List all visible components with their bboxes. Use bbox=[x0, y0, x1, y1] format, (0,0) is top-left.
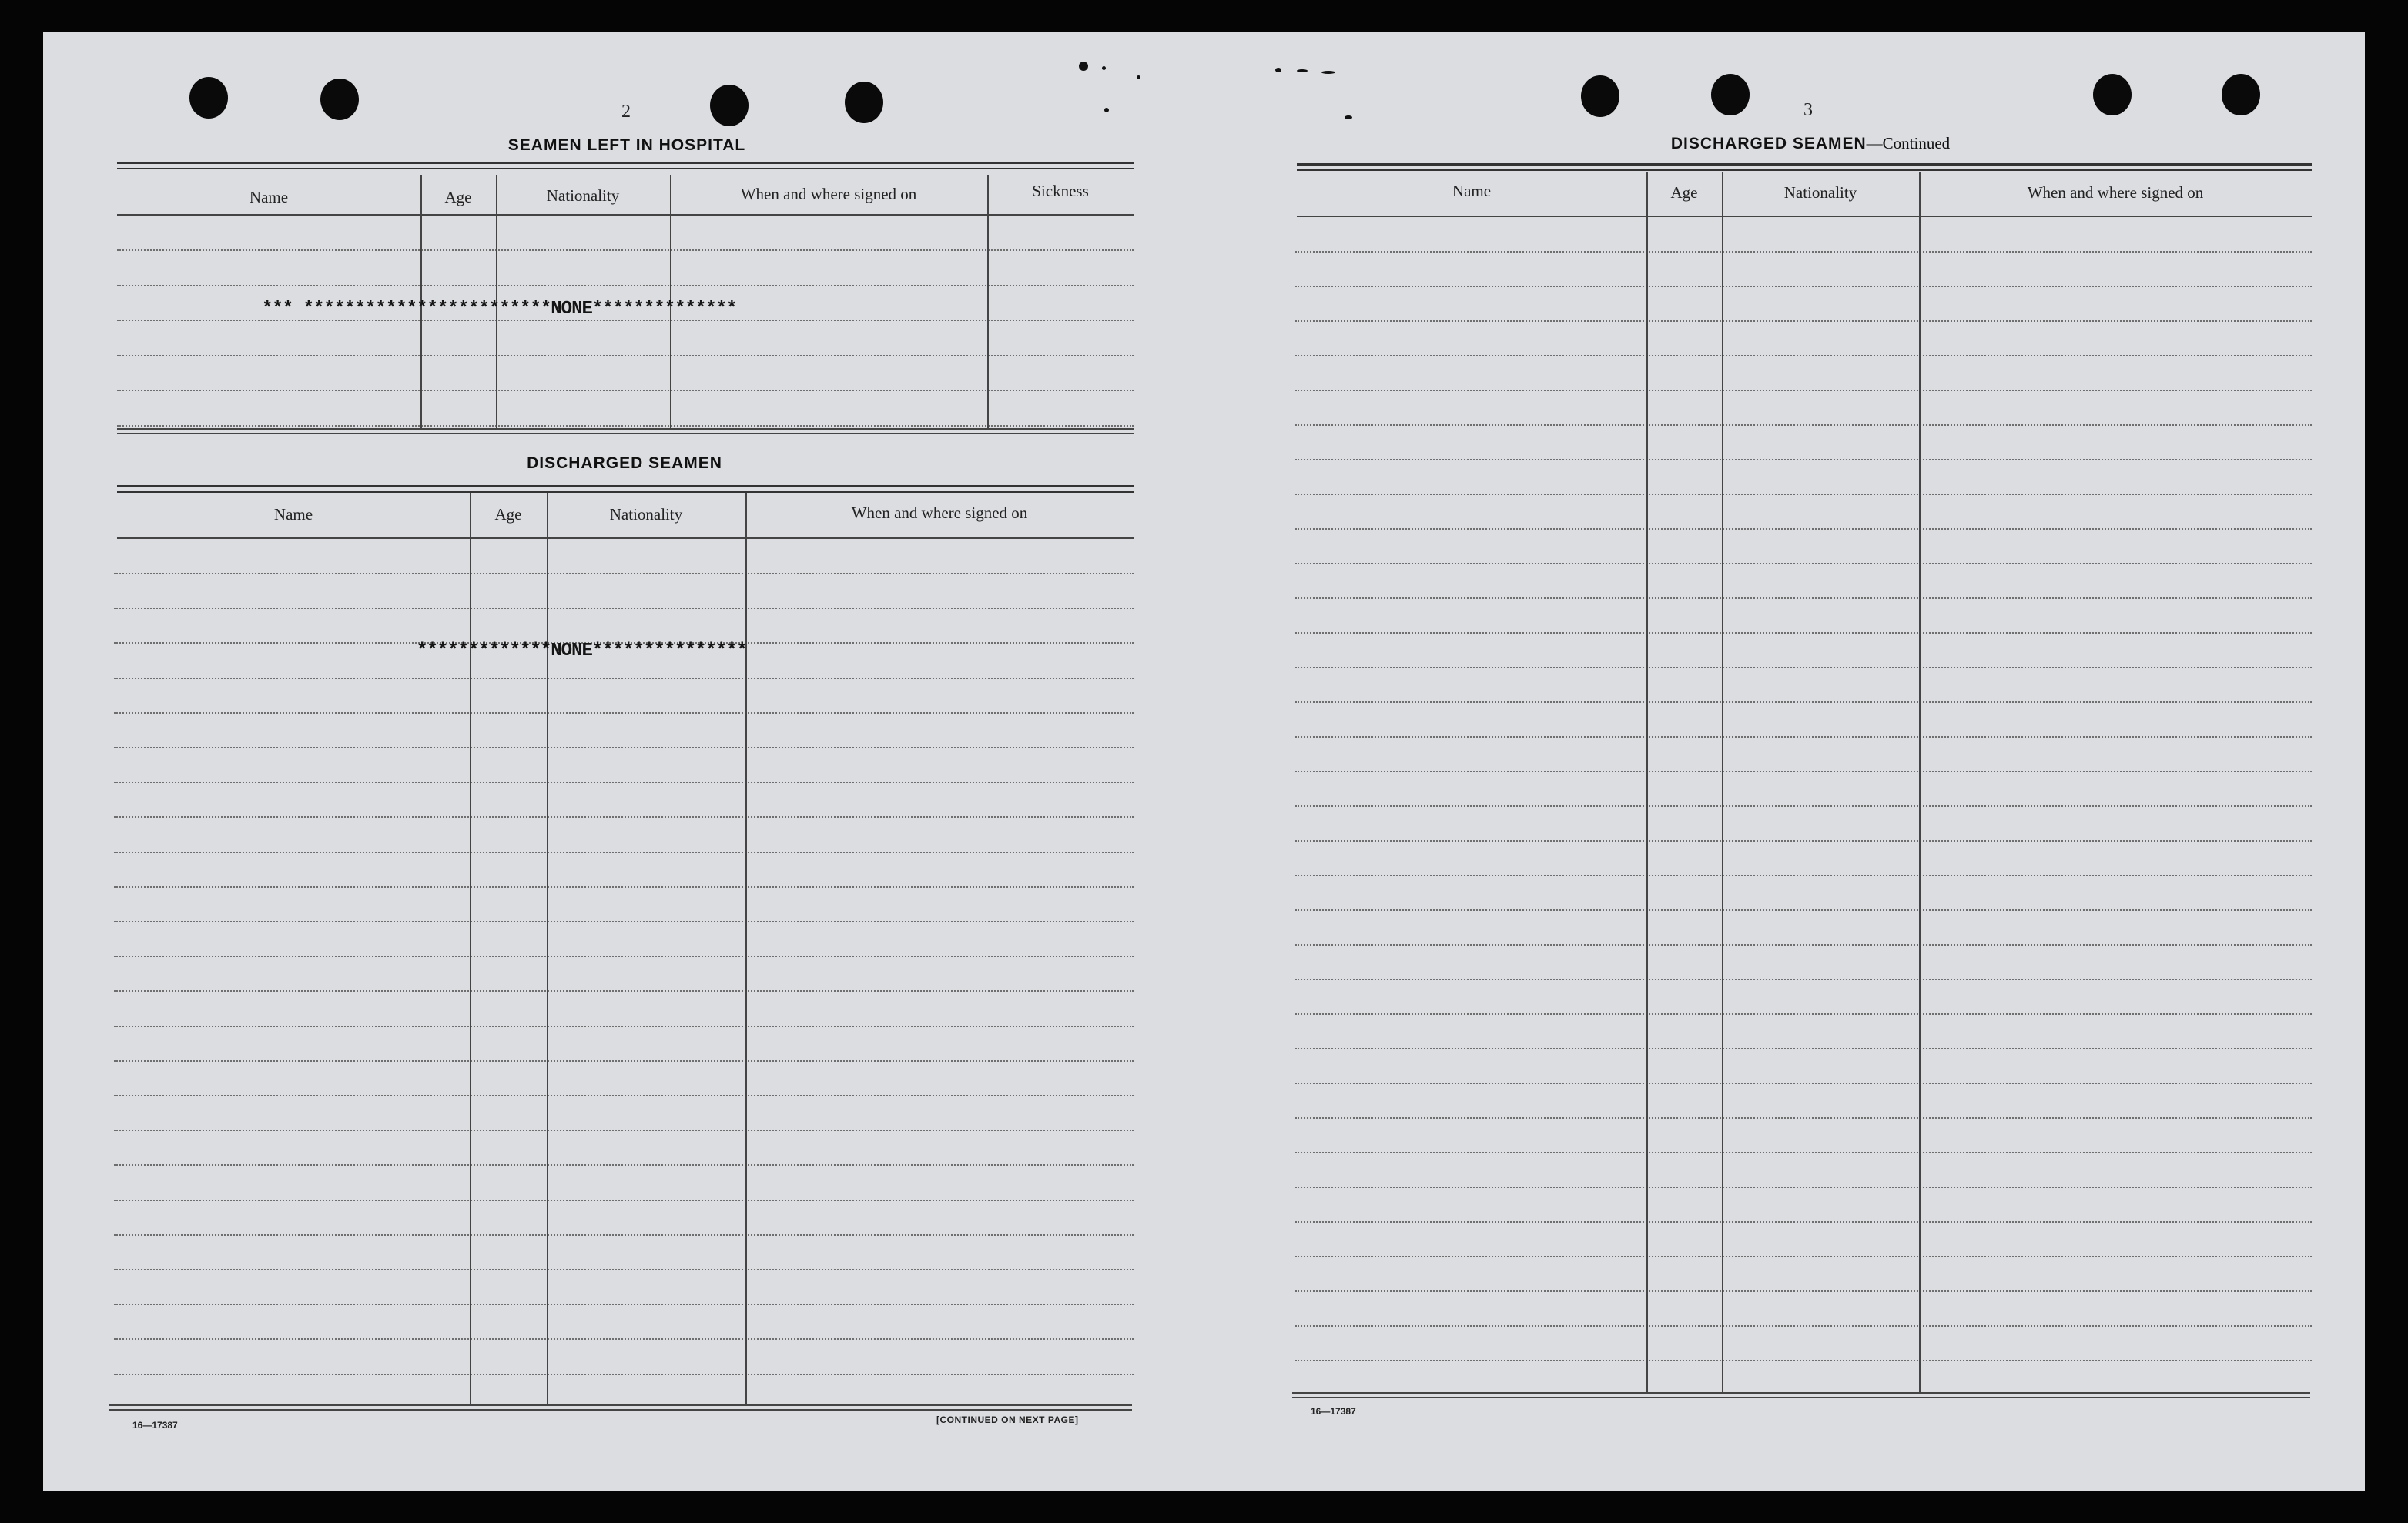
column-divider bbox=[1646, 172, 1648, 1394]
ruled-line bbox=[1295, 355, 2312, 356]
col-signed-on-header: When and where signed on bbox=[740, 185, 917, 203]
col-name-header: Name bbox=[1452, 182, 1492, 200]
table-bottom-rule bbox=[1292, 1392, 2310, 1394]
ruled-line bbox=[1295, 1187, 2312, 1188]
ruled-line bbox=[1295, 1325, 2312, 1327]
col-nationality-header: Nationality bbox=[609, 505, 683, 524]
continued-note: [CONTINUED ON NEXT PAGE] bbox=[936, 1414, 1079, 1425]
title-text: DISCHARGED SEAMEN bbox=[1670, 135, 1867, 152]
col-age-header: Age bbox=[494, 505, 522, 524]
col-age-header: Age bbox=[1670, 183, 1698, 202]
col-signed-on-header: When and where signed on bbox=[2027, 183, 2204, 202]
ruled-line bbox=[1295, 979, 2312, 980]
ruled-line bbox=[1295, 909, 2312, 911]
ruled-line bbox=[1295, 597, 2312, 599]
column-divider bbox=[1919, 172, 1921, 1394]
ruled-line bbox=[1295, 286, 2312, 287]
ruled-line bbox=[1295, 1117, 2312, 1119]
ruled-line bbox=[1295, 1290, 2312, 1292]
page-number: 3 bbox=[1803, 100, 1813, 120]
column-divider bbox=[1722, 172, 1723, 1394]
ruled-line bbox=[1295, 1221, 2312, 1223]
form-number: 16—17387 bbox=[132, 1420, 178, 1431]
form-number: 16—17387 bbox=[1311, 1406, 1356, 1417]
ruled-line bbox=[1295, 736, 2312, 738]
ruled-line bbox=[1295, 528, 2312, 530]
ruled-line bbox=[1295, 667, 2312, 668]
ruled-line bbox=[1295, 805, 2312, 807]
col-nationality-header: Nationality bbox=[1783, 183, 1857, 202]
col-signed-on-header: When and where signed on bbox=[851, 504, 1028, 522]
ruled-line bbox=[1295, 944, 2312, 946]
col-nationality-header: Nationality bbox=[546, 186, 620, 205]
right-page bbox=[43, 32, 2365, 1491]
col-sickness-header: Sickness bbox=[1032, 182, 1089, 200]
title-suffix: —Continued bbox=[1866, 134, 1951, 152]
col-age-header: Age bbox=[444, 188, 472, 206]
discharged-section-title: DISCHARGED SEAMEN bbox=[527, 454, 722, 472]
ruled-line bbox=[1295, 840, 2312, 842]
double-rule bbox=[1297, 163, 2312, 171]
ruled-line bbox=[1295, 1013, 2312, 1015]
discharged-continued-title bbox=[1629, 134, 1991, 153]
hospital-section-title: SEAMEN LEFT IN HOSPITAL bbox=[507, 136, 746, 154]
ruled-line bbox=[1295, 1048, 2312, 1049]
page-number: 2 bbox=[621, 102, 631, 122]
ruled-line bbox=[1295, 494, 2312, 495]
table-bottom-rule bbox=[1292, 1397, 2310, 1398]
ruled-line bbox=[1295, 1083, 2312, 1084]
ruled-line bbox=[1295, 771, 2312, 772]
ruled-line bbox=[1295, 701, 2312, 703]
ruled-line bbox=[1295, 459, 2312, 460]
col-name-header: Name bbox=[273, 505, 313, 524]
ruled-line bbox=[1295, 1256, 2312, 1257]
col-name-header: Name bbox=[249, 188, 289, 206]
ruled-line bbox=[1295, 251, 2312, 253]
manifest-sheet bbox=[43, 32, 2365, 1491]
ruled-line bbox=[1295, 875, 2312, 876]
hospital-none-entry: *** ************************NONE************** bbox=[262, 299, 737, 320]
ruled-line bbox=[1295, 424, 2312, 426]
ruled-line bbox=[1295, 563, 2312, 564]
ruled-line bbox=[1295, 1152, 2312, 1153]
ruled-line bbox=[1295, 390, 2312, 391]
discharged-none-entry: *************NONE*************** bbox=[417, 641, 747, 661]
ruled-line bbox=[1295, 320, 2312, 322]
ruled-line bbox=[1295, 632, 2312, 634]
column-header-rule bbox=[1297, 216, 2312, 217]
ruled-line bbox=[1295, 1360, 2312, 1361]
